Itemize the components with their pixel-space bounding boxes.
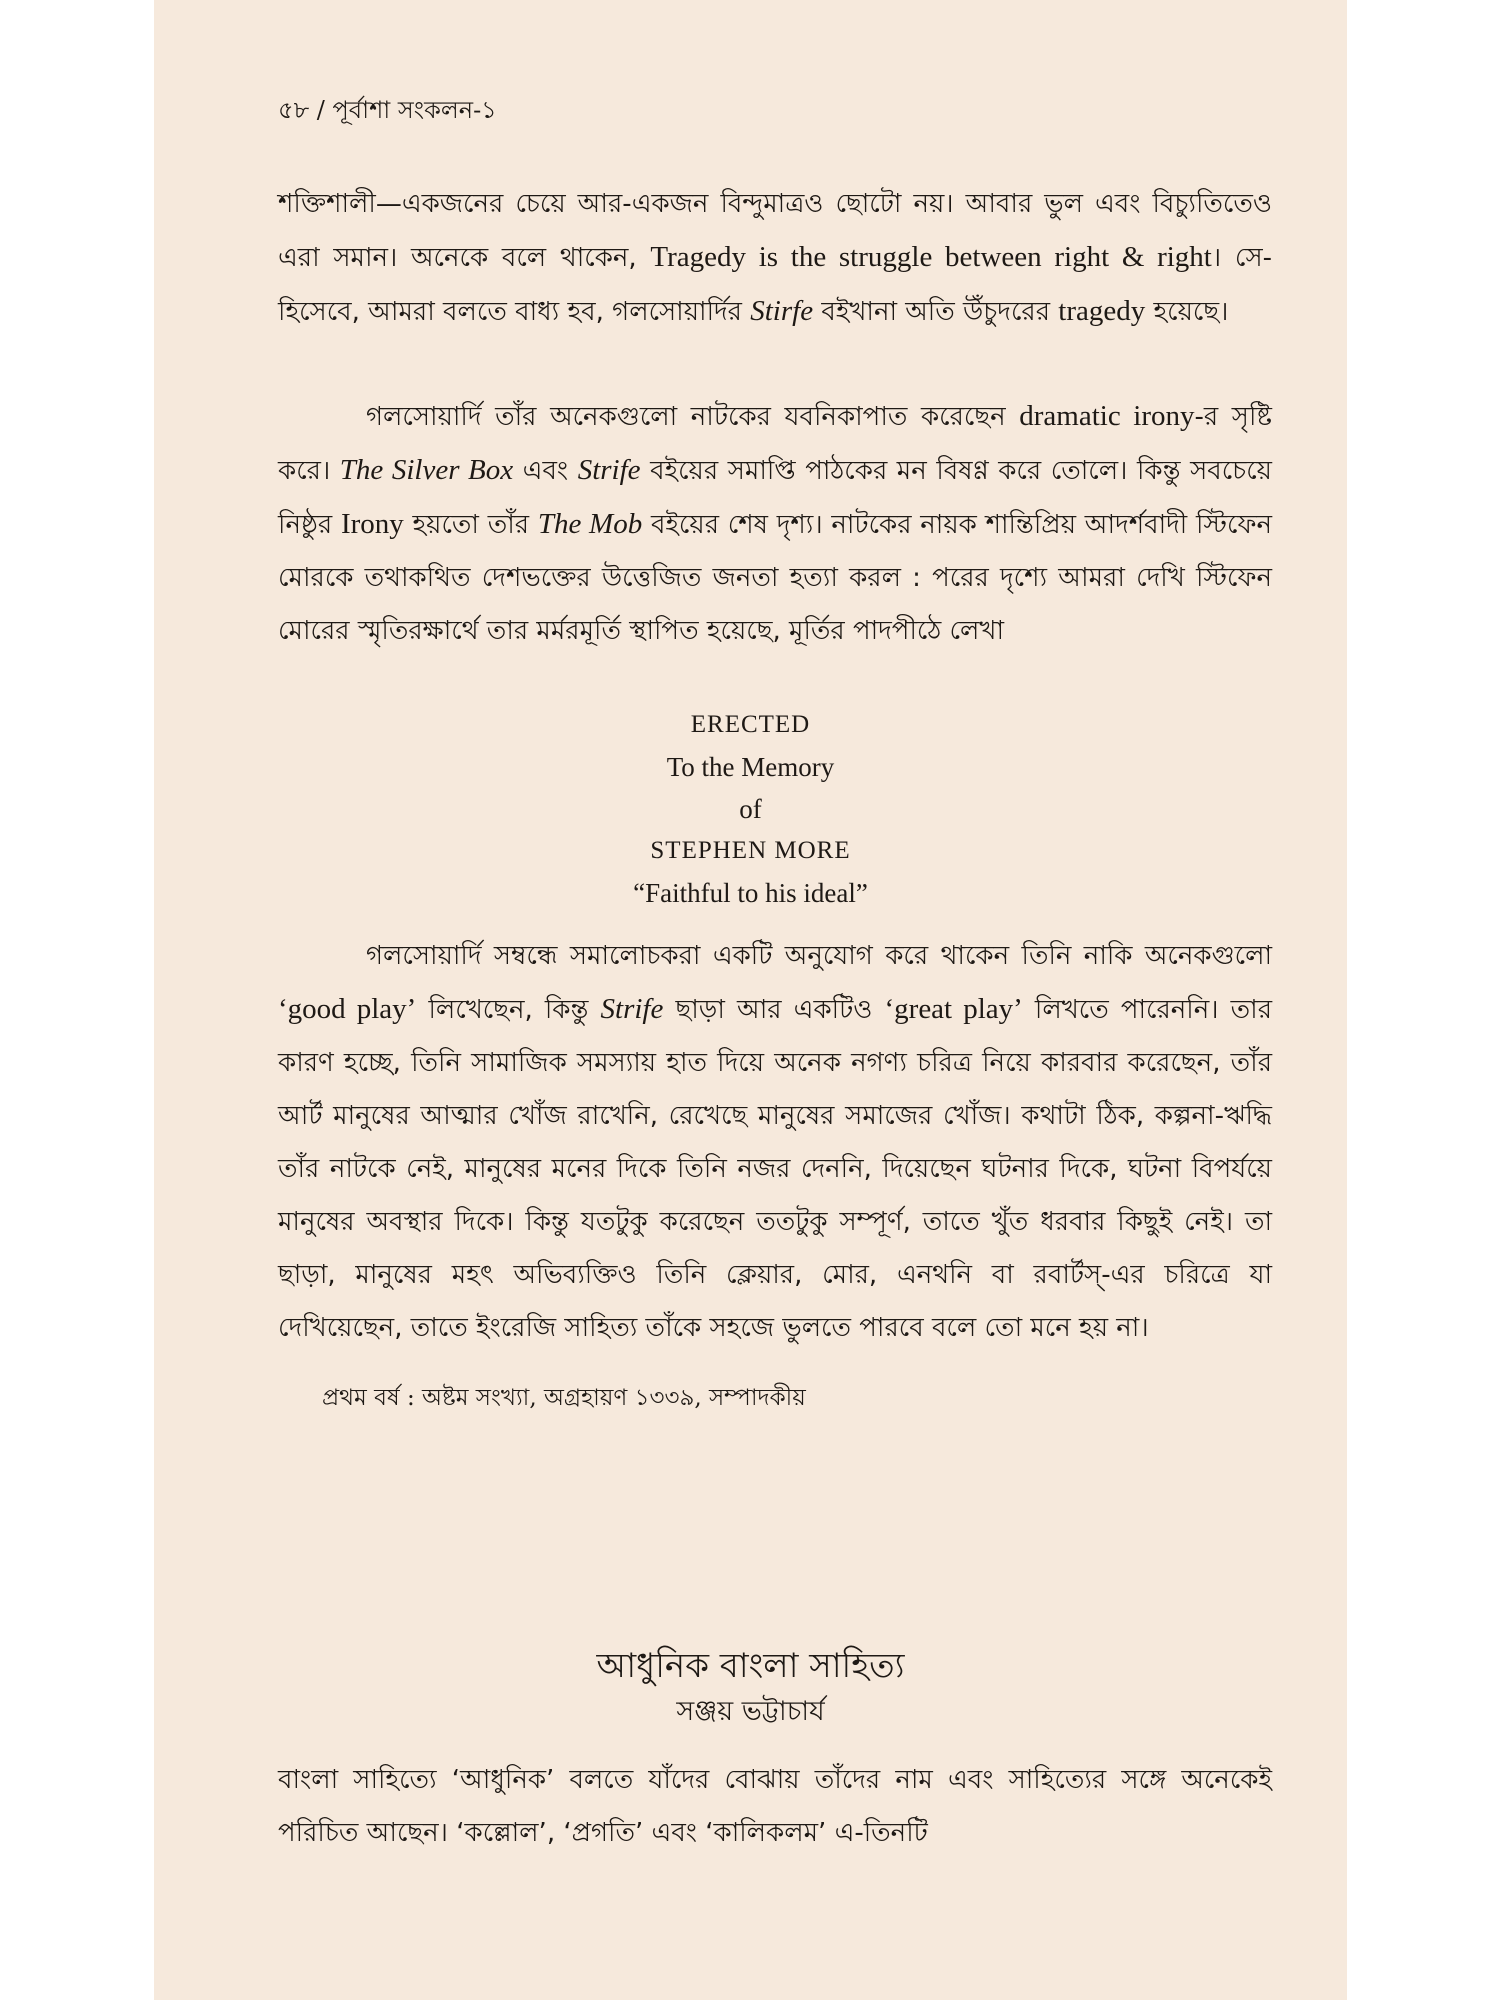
- inscription-line: ERECTED: [690, 711, 811, 738]
- inscription-line: To the Memory: [666, 752, 835, 782]
- inscription-line: of: [739, 794, 762, 824]
- article-author: সঞ্জয় ভট্টাচার্য: [676, 1696, 825, 1727]
- source-citation: প্রথম বর্ষ : অষ্টম সংখ্যা, অগ্রহায়ণ ১৩৩৯, সম্পাদকীয়: [322, 1385, 806, 1411]
- article-title: আধুনিক বাংলা সাহিত্য: [596, 1646, 905, 1686]
- monument-inscription: [154, 704, 1347, 914]
- paragraph-2: গলসোয়ার্দি তাঁর অনেকগুলো নাটকের যবনিকাপাত করেছেন dramatic irony-র সৃষ্টি করে। The Silver Box এবং Strife বইয়ের সমাপ্তি পাঠকের মন বিষণ্ণ করে তোলে। কিন্তু সবচেয়ে নিষ্ঠুর Irony হয়তো তাঁর The Mob বইয়ের শেষ দৃশ্য। নাটকের নায়ক শান্তিপ্রিয় আদর্শবাদী স্টিফেন মোরকে তথাকথিত দেশভক্তের উত্তেজিত জনতা হত্যা করল : পরের দৃশ্যে আমরা দেখি স্টিফেন মোরের স্মৃতিরক্ষার্থে তার মর্মরমূর্তি স্থাপিত হয়েছে, মূর্তির পাদপীঠে লেখা: [278, 400, 1272, 646]
- paragraph-1: শক্তিশালী—একজনের চেয়ে আর-একজন বিন্দুমাত্রও ছোটো নয়। আবার ভুল এবং বিচ্যুতিতেও এরা সমান। অনেকে বলে থাকেন, Tragedy is the struggle between right & right। সে-হিসেবে, আমরা বলতে বাধ্য হব, গলসোয়ার্দির Stirfe বইখানা অতি উঁচুদরের tragedy হয়েছে।: [278, 189, 1273, 327]
- running-head: ৫৮ / পূর্বাশা সংকলন-১: [278, 96, 497, 124]
- paragraph-4: বাংলা সাহিত্যে ‘আধুনিক’ বলতে যাঁদের বোঝায় তাঁদের নাম এবং সাহিত্যের সঙ্গে অনেকেই পরিচিত আছেন। ‘কল্লোল’, ‘প্রগতি’ এবং ‘কালিকলম’ এ-তিনটি: [278, 1765, 1272, 1848]
- book-page: [154, 0, 1347, 2000]
- paragraph-3: গলসোয়ার্দি সম্বন্ধে সমালোচকরা একটি অনুযোগ করে থাকেন তিনি নাকি অনেকগুলো ‘good play’ লিখেছেন, কিন্তু Strife ছাড়া আর একটিও ‘great play’ লিখতে পারেননি। তার কারণ হচ্ছে, তিনি সামাজিক সমস্যায় হাত দিয়ে অনেক নগণ্য চরিত্র নিয়ে কারবার করেছেন, তাঁর আর্ট মানুষের আত্মার খোঁজ রাখেনি, রেখেছে মানুষের সমাজের খোঁজ। কথাটা ঠিক, কল্পনা-ঋদ্ধি তাঁর নাটকে নেই, মানুষের মনের দিকে তিনি নজর দেননি, দিয়েছেন ঘটনার দিকে, ঘটনা বিপর্যয়ে মানুষের অবস্থার দিকে। কিন্তু যতটুকু করেছেন ততটুকু সম্পূর্ণ, তাতে খুঁত ধরবার কিছুই নেই। তা ছাড়া, মানুষের মহৎ অভিব্যক্তিও তিনি ক্লেয়ার, মোর, এনথনি বা রবার্টস্-এর চরিত্রে যা দেখিয়েছেন, তাতে ইংরেজি সাহিত্য তাঁকে সহজে ভুলতে পারবে বলে তো মনে হয় না।: [278, 941, 1273, 1343]
- inscription-line: “Faithful to his ideal”: [633, 878, 868, 908]
- inscription-line: STEPHEN MORE: [650, 837, 851, 864]
